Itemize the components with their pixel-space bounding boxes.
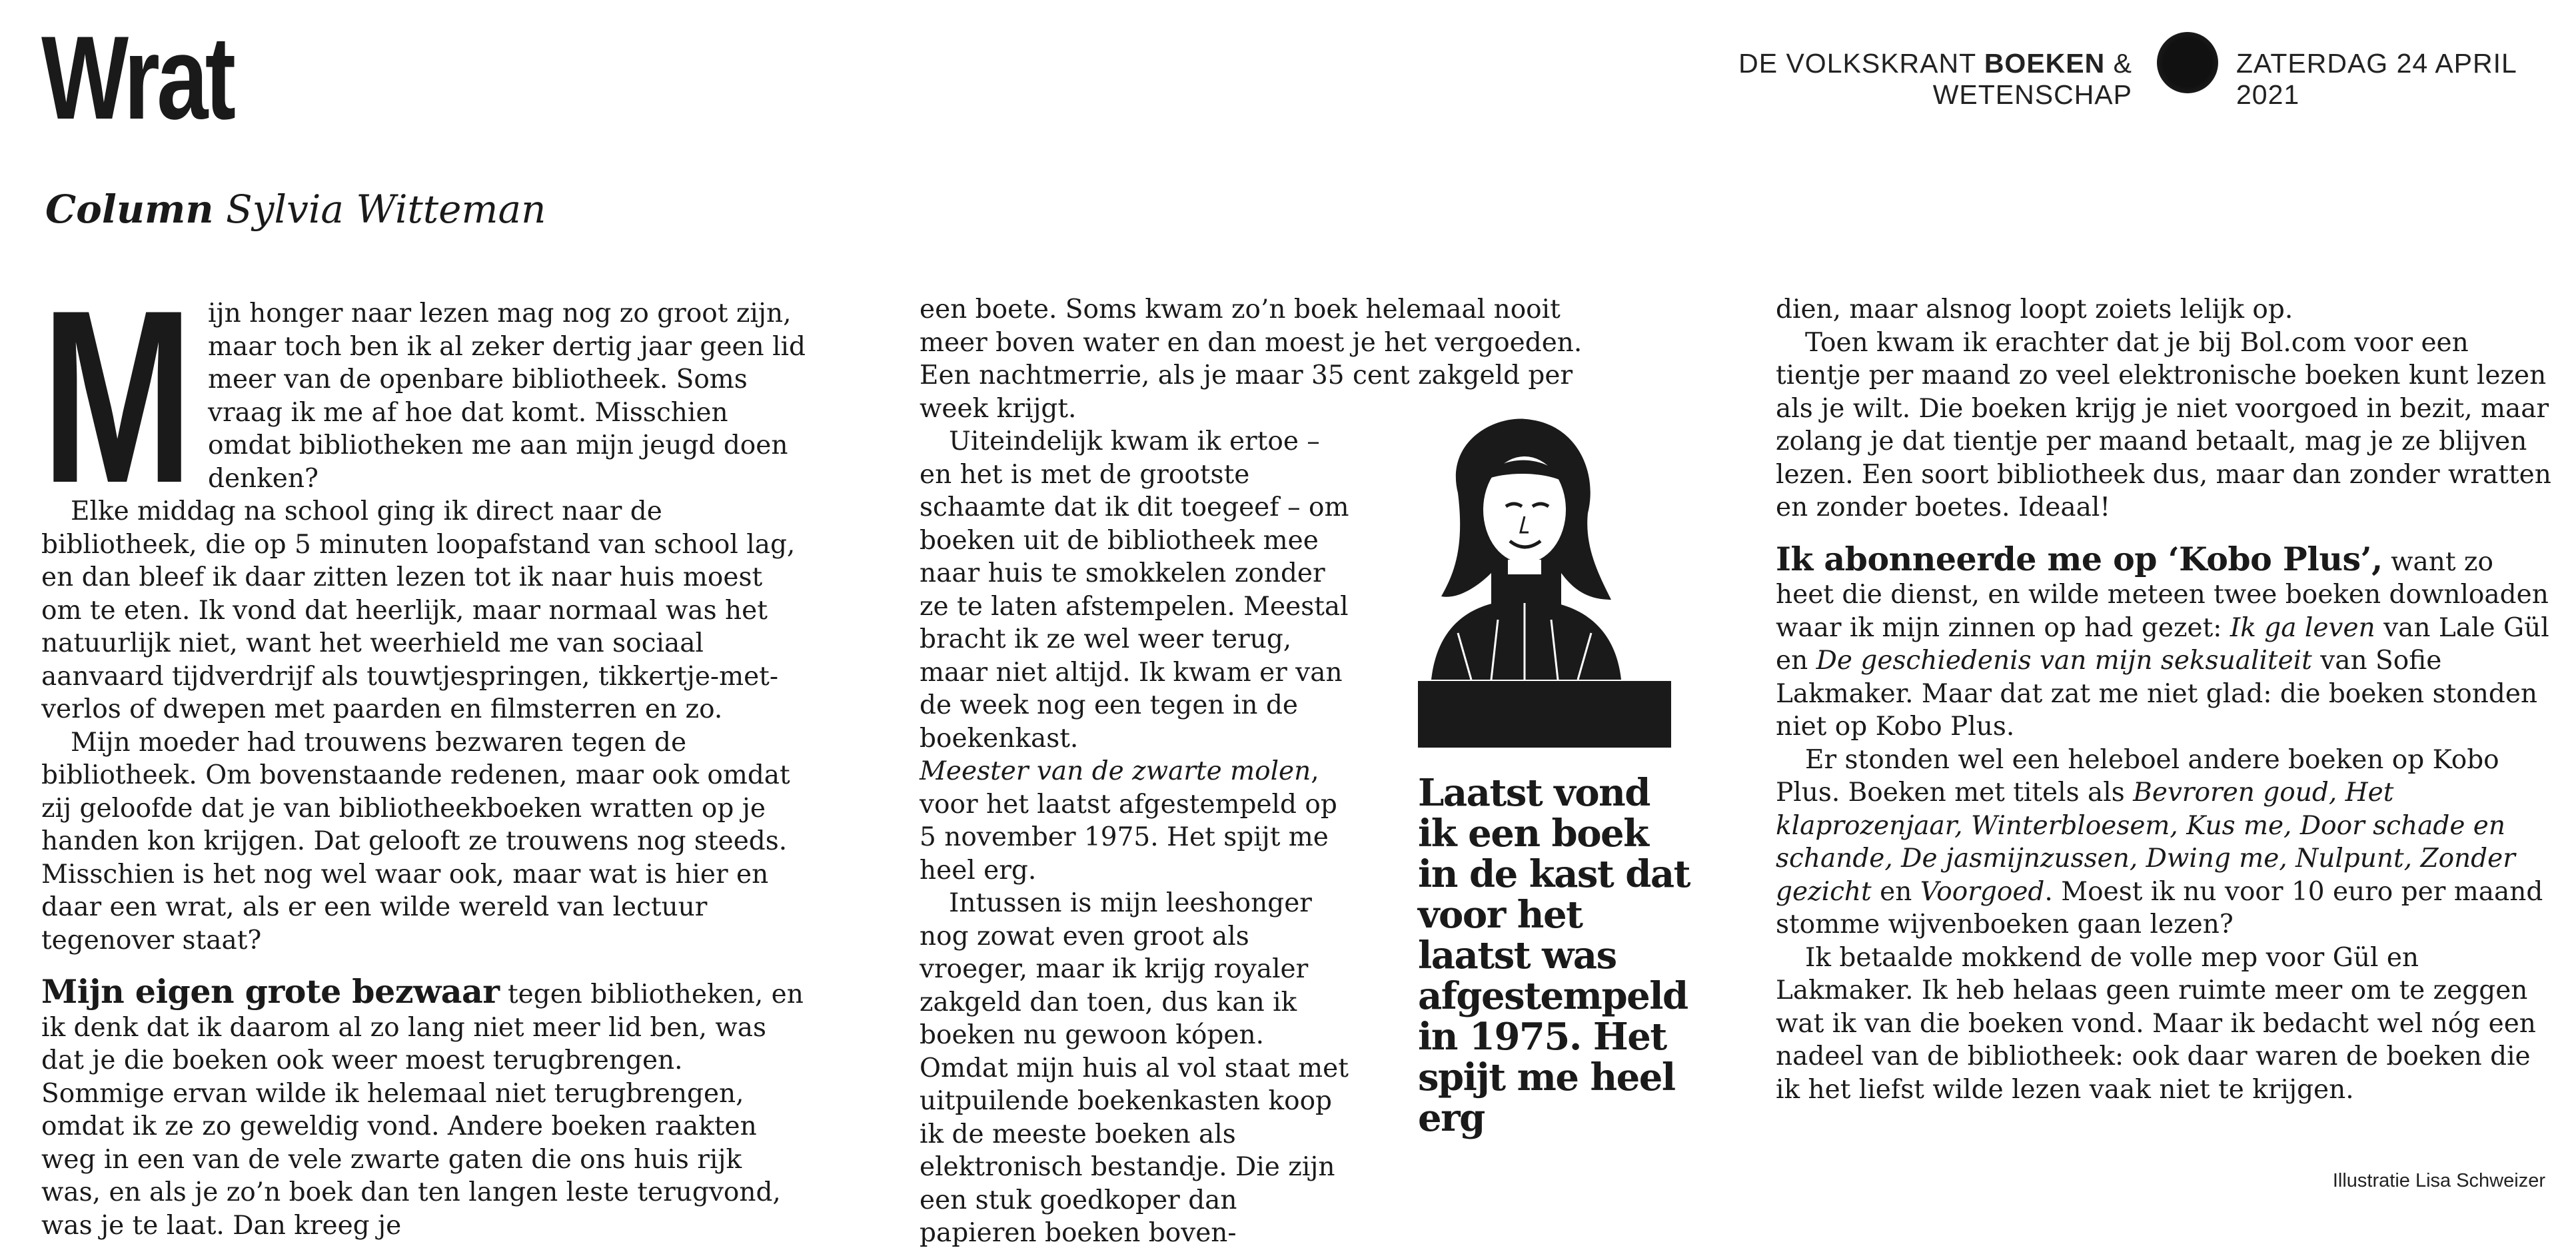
paragraph: Intussen is mijn leeshonger nog zowat even groot als vroeger, maar ik krijg royaler zakgeld dan toen, dus kan ik boeken nu gewoon kópen. Omdat mijn huis al vol staat met uitpuilende boekenkasten koop ik de meeste boeken als elektronisch bestandje. Die zijn een stuk goedkoper dan papieren boeken boven- xyxy=(920,888,1349,1248)
section-name: BOEKEN xyxy=(1984,48,2106,79)
paragraph xyxy=(920,755,1359,887)
paragraph: dien, maar alsnog loopt zoiets lelijk op. xyxy=(1776,295,2293,324)
paragraph-text: tegen bibliotheken, en ik denk dat ik daarom al zo lang niet meer lid ben, was dat je die boeken ook weer moest terugbrengen. Sommige ervan wilde ik helemaal niet terugbrengen, omdat ik ze zo geweldig vond. Andere boeken raakten weg in een van de vele zwarte gaten die ons huis rijk was, en als je zo’n boek dan ten langen leste terugvond, was je te laat. Dan kreeg je xyxy=(41,979,804,1241)
byline-author: Sylvia Witteman xyxy=(226,187,546,232)
paragraph xyxy=(1776,744,2555,941)
paragraph: Elke middag na school ging ik direct naar de bibliotheek, die op 5 minuten loopafstand van school lag, en dan bleef ik daar zitten lezen tot ik naar huis moest om te eten. Ik vond dat heerlijk, maar normaal was het natuurlijk niet, want het weerhield me van sociaal aanvaard tijdverdrijf als touwtjespringen, tikkertje-met-verlos of dwepen met paarden en filmsterren en zo. xyxy=(41,496,796,724)
paragraph-text: want zo heet die dienst, en wilde meteen twee boeken downloaden waar ik mijn zinnen op had gezet: xyxy=(1776,546,2549,643)
book-title: Ik ga leven xyxy=(2230,612,2375,643)
paragraph-with-lead xyxy=(41,972,806,1242)
paragraph: Ik betaalde mokkend de volle mep voor Gül en Lakmaker. Ik heb helaas geen ruimte meer om te zeggen wat ik van die boeken vond. Maar ik bedacht wel nóg een nadeel van de bibliotheek: ook daar waren de boeken die ik het liefst wilde lezen vaak niet te krijgen. xyxy=(1776,942,2536,1105)
paragraph-text: van Sofie Lakmaker. Maar dat zat me niet glad: die boeken stonden niet op Kobo Plus. xyxy=(1776,646,2538,742)
book-title: Voorgoed xyxy=(1920,876,2045,907)
paragraph: Mijn moeder had trouwens bezwaren tegen de bibliotheek. Om bovenstaande redenen, maar ook omdat zij geloofde dat je van bibliotheekboeken wratten op je handen kon krijgen. Dat gelooft ze trouwens nog steeds. Misschien is het nog wel waar ook, maar wat is hier en daar een wrat, als er een wilde wereld van lectuur tegenover staat? xyxy=(41,727,790,955)
drop-cap: M xyxy=(41,259,190,534)
paragraph-text: Er stonden wel een heleboel andere boeken op Kobo Plus. Boeken met titels als xyxy=(1776,744,2499,808)
paragraph-text: een boete. Soms kwam zo’n boek helemaal nooit meer boven water en dan moest je het vergoeden. Een nachtmerrie, als je maar 35 cent zakgeld per week krijgt. xyxy=(920,295,1583,424)
paragraph-text: , voor het laatst afgestempeld op 5 november 1975. Het spijt me heel erg. xyxy=(920,756,1337,886)
author-portrait-illustration xyxy=(1418,400,1631,680)
issue-date: ZATERDAG 24 APRIL 2021 xyxy=(2236,48,2517,110)
paragraph: Uiteindelijk kwam ik ertoe – en het is met de grootste schaamte dat ik dit toegeef – om boeken uit de bibliotheek mee naar huis te smokkelen zonder ze te laten afstempelen. Meestal bracht ik ze wel weer terug, maar niet altijd. Ik kwam er van de week nog een tegen in de boekenkast. xyxy=(920,426,1349,754)
byline-kind: Column xyxy=(45,187,214,232)
section-name-rest: & WETENSCHAP xyxy=(1932,48,2132,110)
paragraph-text: . Moest ik nu voor 10 euro per maand stomme wijvenboeken gaan lezen? xyxy=(1776,876,2543,939)
page-dot-icon xyxy=(2157,32,2218,93)
section-title: Wrat xyxy=(41,11,233,144)
book-title: Meester van de zwarte molen xyxy=(920,756,1311,786)
paragraph: ijn honger naar lezen mag nog zo groot zijn, maar toch ben ik al zeker dertig jaar geen lid meer van de openbare bibliotheek. Soms vraag ik me af hoe dat komt. Misschien omdat bibliotheken me aan mijn jeugd doen denken? xyxy=(208,299,806,494)
book-titles-list: Bevroren goud, Het klaprozenjaar, Winterbloesem, Kus me, Door schade en schande, De jasmijnzussen, Dwing me, Nulpunt, Zonder gezicht xyxy=(1776,778,2515,907)
pull-quote-bar xyxy=(1418,681,1671,748)
illustration-credit: Illustratie Lisa Schweizer xyxy=(2332,1170,2545,1191)
book-title: De geschiedenis van mijn seksualiteit xyxy=(1816,646,2312,676)
lead-in-heading: Ik abonneerde me op ‘Kobo Plus’, xyxy=(1776,539,2383,578)
pull-quote: Laatst vond ik een boek in de kast dat voor het laatst was afgestempeld in 1975. Het spijt me heel erg xyxy=(1418,771,1690,1140)
paragraph-text: van Lale Gül en xyxy=(1776,612,2549,676)
lead-in-heading: Mijn eigen grote bezwaar xyxy=(41,972,500,1011)
masthead xyxy=(1599,48,2132,111)
paragraph-with-lead xyxy=(1776,539,2555,744)
paragraph-text: en xyxy=(1880,876,1912,907)
paragraph: Toen kwam ik erachter dat je bij Bol.com voor een tientje per maand zo veel elektronische boeken kunt lezen als je wilt. Die boeken krijg je niet voorgoed in bezit, maar zolang je dat tientje per maand betaalt, mag je ze blijven lezen. Een soort bibliotheek dus, maar dan zonder wratten en zonder boetes. Ideaal! xyxy=(1776,327,2551,522)
article-column-3 xyxy=(1776,293,2555,1106)
byline xyxy=(45,187,546,232)
article-column-1 xyxy=(41,259,806,1242)
publication-name: DE VOLKSKRANT xyxy=(1738,48,1976,79)
